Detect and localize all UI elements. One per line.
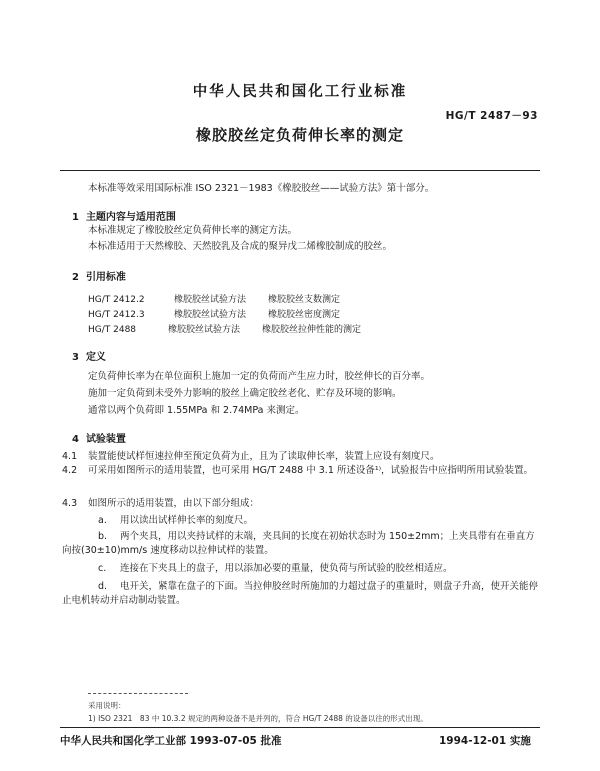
header-divider bbox=[60, 170, 540, 171]
reference-desc: 橡胶胶丝支数测定 bbox=[268, 295, 341, 305]
list-item-a bbox=[98, 514, 253, 528]
section-4-heading bbox=[72, 430, 126, 445]
footnote-divider bbox=[88, 693, 188, 694]
footnote-label: 采用说明： bbox=[88, 701, 126, 710]
document-title: 橡胶胶丝定负荷伸长率的测定 bbox=[195, 126, 404, 144]
intro-paragraph: 本标准等效采用国际标准 ISO 2321－1983《橡胶胶丝——试验方法》第十部分。 bbox=[88, 183, 435, 194]
reference-name: 橡胶胶丝试验方法 bbox=[174, 310, 247, 320]
section-title: 主题内容与适用范围 bbox=[85, 212, 176, 223]
list-item-d-marker: d. bbox=[98, 581, 108, 592]
section-number: 1 bbox=[72, 212, 79, 223]
reference-name: 橡胶胶丝试验方法 bbox=[174, 295, 247, 305]
clause-4-3 bbox=[62, 497, 259, 511]
section-3-paragraph-2: 施加一定负荷到未受外力影响的胶丝上确定胶丝老化、贮存及环境的影响。 bbox=[88, 388, 402, 399]
standard-code: HG/T 2487－93 bbox=[445, 110, 538, 122]
section-title: 试验装置 bbox=[85, 434, 126, 445]
reference-code: HG/T 2412.3 bbox=[88, 310, 145, 320]
list-item-d-text: 电开关，紧靠在盘子的下面。当拉伸胶丝时所施加的力超过盘子的重量时，则盘子升高，使开关能停止电机转动并启动制动装置。 bbox=[62, 581, 539, 606]
section-number: 4 bbox=[72, 434, 79, 445]
reference-desc: 橡胶胶丝拉伸性能的测定 bbox=[262, 325, 362, 335]
clause-4-2-number: 4.2 bbox=[62, 465, 78, 476]
reference-name: 橡胶胶丝试验方法 bbox=[168, 325, 241, 335]
section-title: 定义 bbox=[85, 352, 106, 363]
section-title: 引用标准 bbox=[85, 272, 126, 283]
list-item-b-marker: b. bbox=[98, 531, 108, 542]
footer-divider bbox=[60, 727, 540, 728]
list-marker: a. bbox=[98, 515, 107, 526]
clause-4-1 bbox=[62, 450, 440, 464]
list-text: 用以读出试样伸长率的刻度尺。 bbox=[120, 515, 254, 526]
reference-row bbox=[88, 322, 361, 335]
footnote-text: 1) ISO 2321 83 中 10.3.2 规定的两种设备不是并列的，符合 HG/T 2488 的设备以往的形式出现。 bbox=[88, 714, 428, 723]
clause-number: 4.1 bbox=[62, 451, 78, 462]
implementation-date: 1994-12-01 实施 bbox=[439, 735, 531, 747]
clause-text: 如图所示的适用装置，由以下部分组成： bbox=[88, 498, 260, 509]
clause-4-2-text: 可采用如图所示的适用装置，也可采用 HG/T 2488 中 3.1 所述设备¹⁾，试验报告中应指明所用试验装置。 bbox=[88, 465, 534, 476]
clause-number: 4.3 bbox=[62, 498, 78, 509]
reference-code: HG/T 2488 bbox=[88, 325, 137, 335]
section-number: 2 bbox=[72, 272, 79, 283]
section-3-paragraph-3: 通常以两个负荷即 1.55MPa 和 2.74MPa 来测定。 bbox=[88, 405, 305, 416]
section-number: 3 bbox=[72, 352, 79, 363]
section-1-heading bbox=[72, 208, 176, 223]
list-marker: c. bbox=[98, 563, 107, 574]
list-item-b-text: 两个夹具，用以夹持试样的末端，夹具间的长度在初始状态时为 150±2mm；上夹具带有在垂直方向按(30±10)mm/s 速度移动以拉伸试样的装置。 bbox=[62, 531, 535, 556]
reference-row bbox=[88, 307, 340, 320]
section-3-paragraph-1: 定负荷伸长率为在单位面积上施加一定的负荷而产生应力时，胶丝伸长的百分率。 bbox=[88, 371, 431, 382]
section-1-paragraph-1: 本标准规定了橡胶胶丝定负荷伸长率的测定方法。 bbox=[88, 225, 298, 236]
list-item-c bbox=[98, 562, 453, 576]
reference-desc: 橡胶胶丝密度测定 bbox=[268, 310, 341, 320]
clause-text: 装置能使试样恒速拉伸至预定负荷为止，且为了读取伸长率，装置上应设有刻度尺。 bbox=[88, 451, 440, 462]
reference-code: HG/T 2412.2 bbox=[88, 295, 145, 305]
section-1-paragraph-2: 本标准适用于天然橡胶、天然胶乳及合成的聚异戊二烯橡胶制成的胶丝。 bbox=[88, 241, 393, 252]
section-2-heading bbox=[72, 268, 126, 283]
standard-category-title: 中华人民共和国化工行业标准 bbox=[192, 84, 408, 100]
approval-date: 中华人民共和国化学工业部 1993-07-05 批准 bbox=[60, 735, 282, 747]
section-3-heading bbox=[72, 348, 106, 363]
list-text: 连接在下夹具上的盘子，用以添加必要的重量，使负荷与所试验的胶丝相适应。 bbox=[120, 563, 453, 574]
reference-row bbox=[88, 292, 340, 305]
